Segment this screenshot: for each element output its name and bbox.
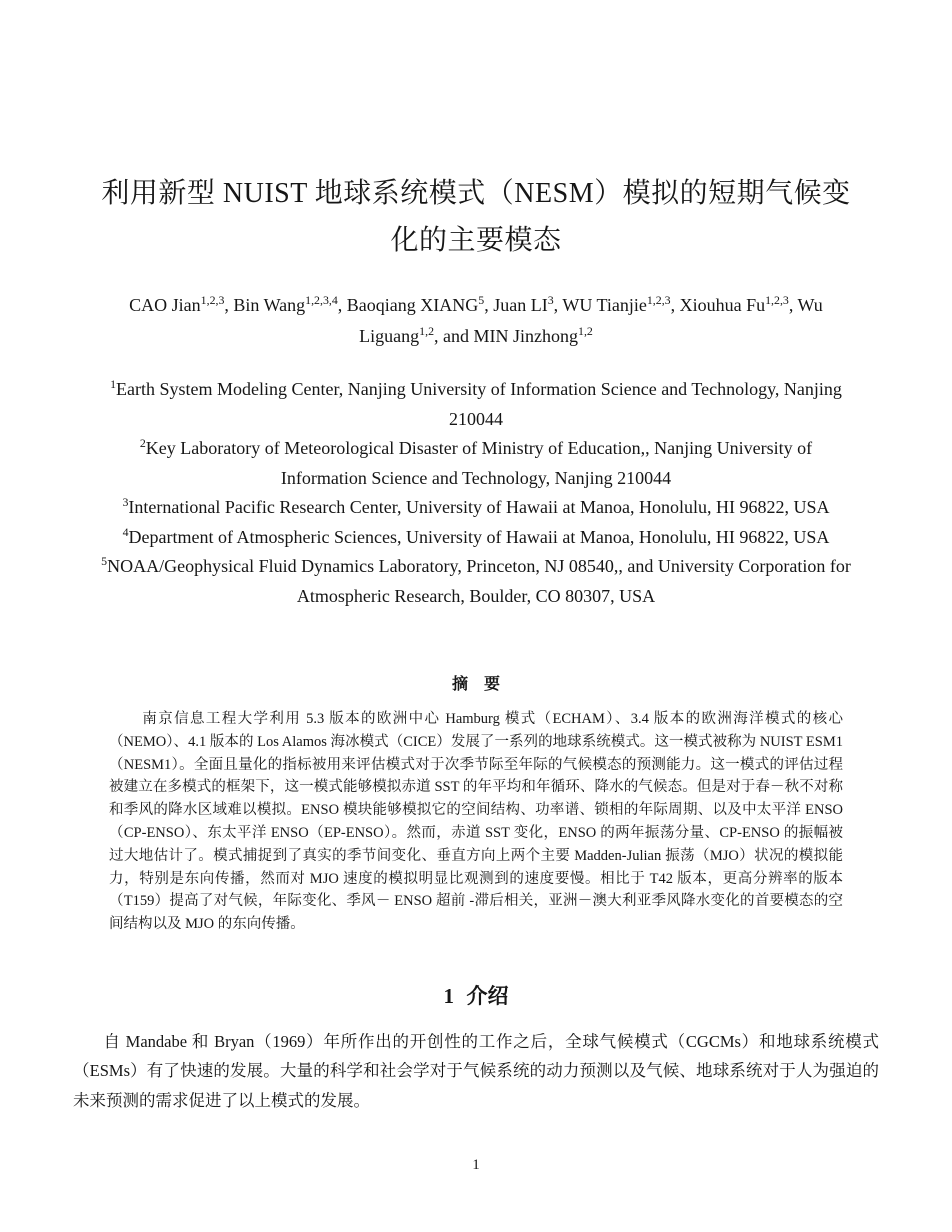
- author-name: MIN Jinzhong: [473, 326, 578, 346]
- affiliation-sup: 2: [139, 436, 146, 450]
- author-affiliation-sup: 1,2,3: [646, 293, 671, 307]
- affiliation-sup: 5: [101, 554, 108, 568]
- abstract-body: 南京信息工程大学利用 5.3 版本的欧洲中心 Hamburg 模式（ECHAM）、3.4 版本的欧洲海洋模式的核心（NEMO）、4.1 版本的 Los Alamos 海冰模式（CICE）发展了一系列的地球系统模式。这一模式被称为 NUIST ESM1（NESM1）。全面且量化的指标被用来评估模式对于次季节际至年际的气候模态的预测能力。这一模式的评估过程被建立在多模式的框架下，这一模式能够模拟赤道 SST 的年平均和年循环、降水的气候态。但是对于春－秋不对称和季风的降水区域难以模拟。ENSO 模块能够模拟它的空间结构、功率谱、锁相的年际周期、以及中太平洋 ENSO（CP-ENSO）、东太平洋 ENSO（EP-ENSO）。然而，赤道 SST 变化，ENSO 的两年振荡分量、CP-ENSO 的振幅被过大地估计了。模式捕捉到了真实的季节间变化、垂直方向上两个主要 Madden-Julian 振荡（MJO）状况的模拟能力，特别是东向传播，然而对 MJO 速度的模拟明显比观测到的速度要慢。相比于 T42 版本，更高分辨率的版本（T159）提高了对气候，年际变化、季风－ ENSO 超前 -滞后相关，亚洲－澳大利亚季风降水变化的首要模态的空间结构以及 MJO 的东向传播。: [109, 711, 843, 933]
- author-affiliation-sup: 1,2: [578, 324, 593, 338]
- affiliation-sup: 1: [110, 377, 117, 391]
- author-affiliation-sup: 3: [547, 293, 554, 307]
- author: Juan $LI^3$,: [493, 293, 563, 315]
- author: WU Tianjie$^{1,2,3}$,: [562, 293, 680, 315]
- author: Bin Wang$^{1,2,3,4}$,: [233, 293, 347, 315]
- author: CAO Jian$^{1,2,3}$,: [129, 293, 234, 315]
- affiliation: $^5$NOAA/Geophysical Fluid Dynamics Laboratory, Princeton, NJ 08540,, and University Corporation for Atmospheric Research, Boulder, CO 80307, USA: [101, 554, 851, 606]
- author-name: Juan LI: [493, 295, 548, 315]
- paper-title: 利用新型 NUIST 地球系统模式（NESM）模拟的短期气候变化的主要模态: [101, 178, 851, 256]
- author: Wu Liguang$^{1,2}$, and: [359, 295, 823, 346]
- author-name: Bin Wang: [233, 295, 306, 315]
- author-affiliation-sup: 1,2,3,4: [305, 293, 338, 307]
- author-affiliation-sup: 1,2,3: [200, 293, 225, 307]
- page-number: 1: [472, 1157, 480, 1173]
- affiliation-sup: 4: [122, 524, 129, 539]
- abstract-heading: 摘 要: [451, 676, 500, 693]
- intro-paragraph: 自 Mandabe 和 Bryan（1969）年所作出的开创性的工作之后，全球气候模式（CGCMs）和地球系统模式（ESMs）有了快速的发展。大量的科学和社会学对于气候系统的动力预测以及气候、地球系统对于人为强迫的未来预测的需求促进了以上模式的发展。: [73, 1031, 879, 1110]
- author: Xiouhua Fu$^{1,2,3}$,: [679, 293, 798, 315]
- author: [474, 326, 593, 346]
- affiliation-list: [98, 375, 854, 611]
- author-list: [126, 290, 826, 352]
- section-title: 介绍: [466, 983, 509, 1008]
- author-name: Wu Liguang: [359, 295, 823, 346]
- author-name: Xiouhua Fu: [679, 295, 766, 315]
- author: Baoqiang XIANG$^5$,: [346, 293, 494, 315]
- section-heading: [0, 980, 952, 1010]
- affiliation: $^3$International Pacific Research Center, University of Hawaii at Manoa, Honolulu, HI 96822, USA: [122, 495, 830, 517]
- affiliation: $^2$Key Laboratory of Meteorological Disaster of Ministry of Education,, Nanjing University of Information Science and Technology, Nanjing 210044: [139, 436, 813, 488]
- author-name: WU Tianjie: [562, 295, 647, 315]
- affiliation: $^1$Earth System Modeling Center, Nanjing University of Information Science and Technology, Nanjing 210044: [110, 377, 842, 429]
- author-affiliation-sup: 5: [478, 293, 485, 307]
- author-affiliation-sup: 1,2: [419, 324, 434, 338]
- author-affiliation-sup: 1,2,3: [765, 293, 789, 307]
- affiliation: $^4$Department of Atmospheric Sciences, University of Hawaii at Manoa, Honolulu, HI 96822, USA: [122, 524, 830, 547]
- affiliation-sup: 3: [122, 495, 129, 509]
- author-name: CAO Jian: [129, 295, 201, 315]
- section-number: 1: [443, 983, 454, 1008]
- author-name: Baoqiang XIANG: [346, 295, 479, 315]
